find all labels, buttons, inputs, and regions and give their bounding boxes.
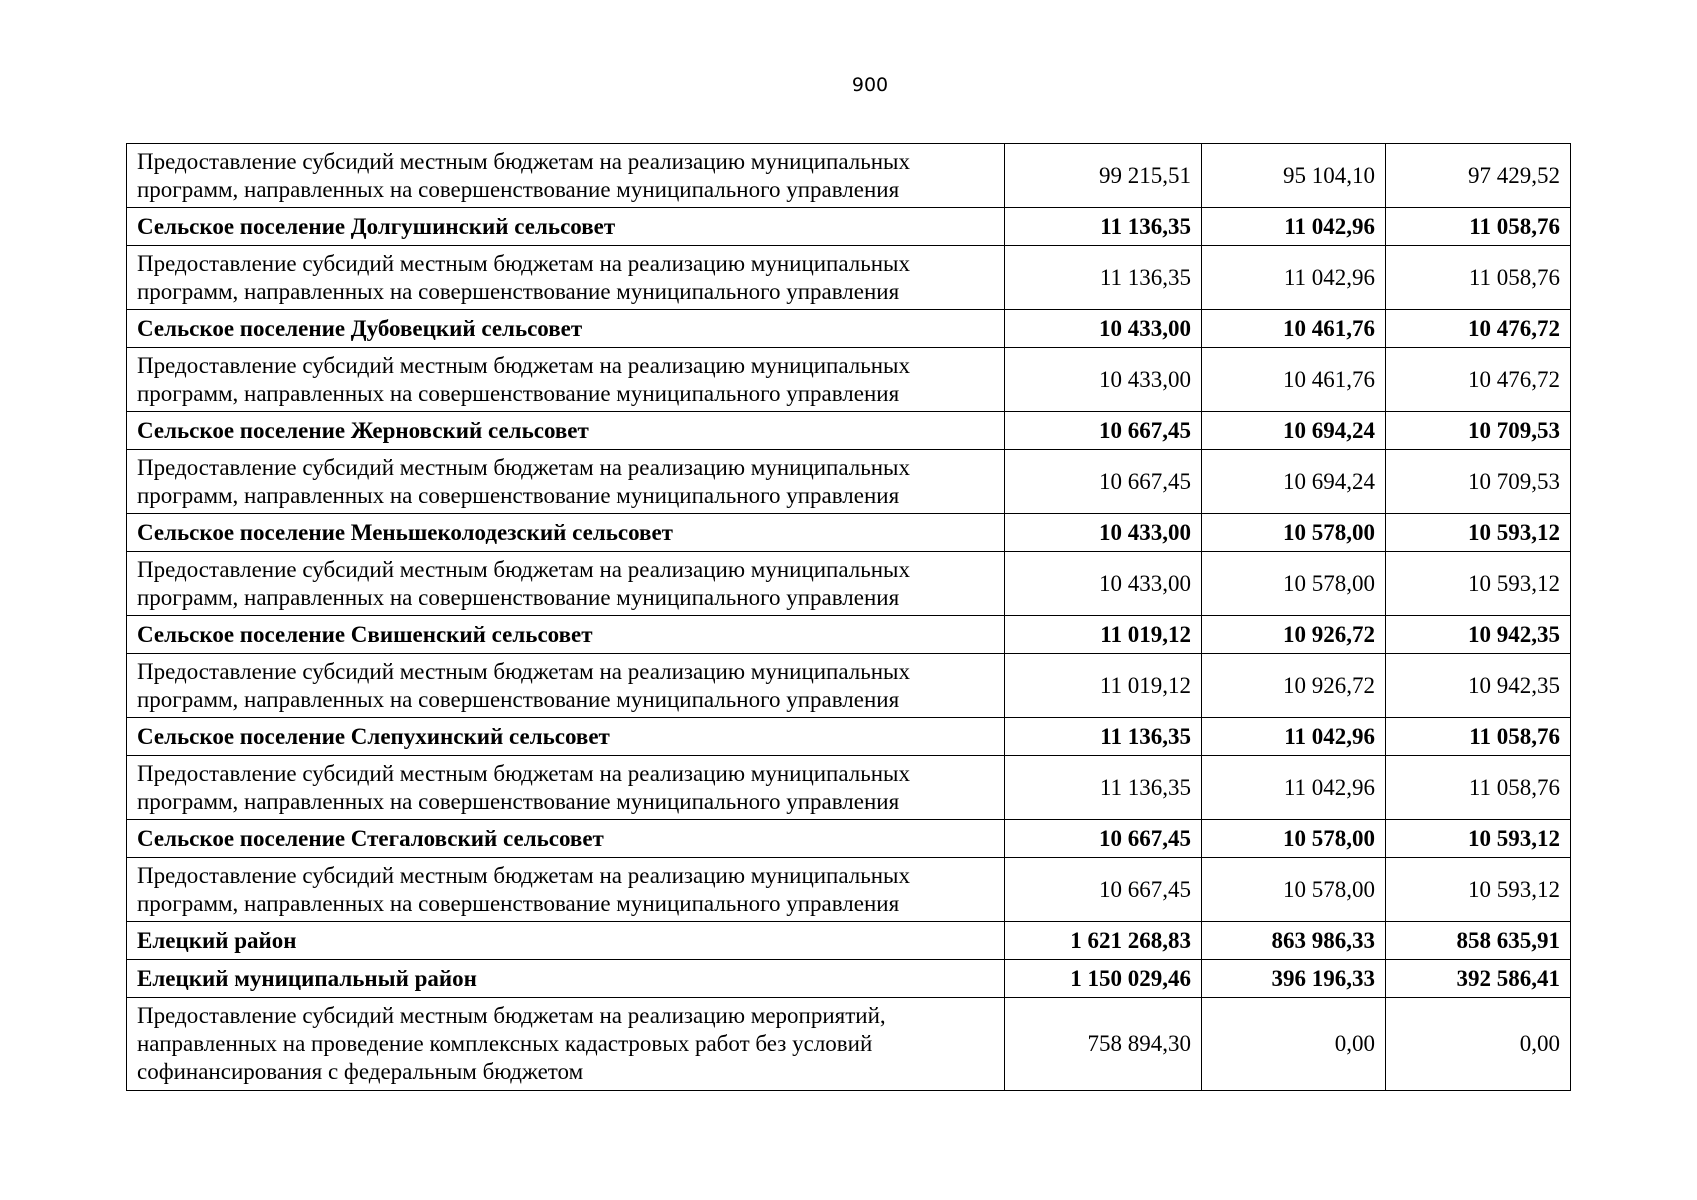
- table-row: [127, 552, 1571, 616]
- row-value-2-cell: 10 578,00: [1202, 820, 1386, 858]
- row-value-1-cell: 758 894,30: [1005, 998, 1202, 1091]
- row-value-1-cell: 11 136,35: [1005, 246, 1202, 310]
- table-row: [127, 858, 1571, 922]
- row-value-2-cell: 11 042,96: [1202, 246, 1386, 310]
- row-value-3-cell: 11 058,76: [1386, 208, 1571, 246]
- row-value-3-cell: 10 593,12: [1386, 858, 1571, 922]
- table-row-total: [127, 310, 1571, 348]
- row-value-2-cell: 95 104,10: [1202, 144, 1386, 208]
- row-value-3-cell: 10 476,72: [1386, 310, 1571, 348]
- row-value-1-cell: 10 433,00: [1005, 348, 1202, 412]
- row-value-1-cell: 10 667,45: [1005, 412, 1202, 450]
- table-row-total: [127, 514, 1571, 552]
- row-value-1-cell: 10 433,00: [1005, 552, 1202, 616]
- row-name-cell: Сельское поселение Свишенский сельсовет: [127, 616, 1005, 654]
- row-name-cell: Предоставление субсидий местным бюджетам на реализацию муниципальных программ, направленных на совершенствование муниципального управления: [127, 450, 1005, 514]
- row-value-3-cell: 392 586,41: [1386, 960, 1571, 998]
- row-name-cell: Сельское поселение Дубовецкий сельсовет: [127, 310, 1005, 348]
- table-row-total: [127, 412, 1571, 450]
- row-value-2-cell: 10 694,24: [1202, 412, 1386, 450]
- row-name-cell: Елецкий муниципальный район: [127, 960, 1005, 998]
- row-value-2-cell: 10 461,76: [1202, 310, 1386, 348]
- row-name-cell: Сельское поселение Слепухинский сельсовет: [127, 718, 1005, 756]
- row-value-2-cell: 10 578,00: [1202, 514, 1386, 552]
- row-value-2-cell: 10 926,72: [1202, 616, 1386, 654]
- row-name-cell: Предоставление субсидий местным бюджетам на реализацию муниципальных программ, направленных на совершенствование муниципального управления: [127, 654, 1005, 718]
- row-name-cell: Предоставление субсидий местным бюджетам на реализацию муниципальных программ, направленных на совершенствование муниципального управления: [127, 348, 1005, 412]
- row-value-3-cell: 10 593,12: [1386, 820, 1571, 858]
- row-name-cell: Сельское поселение Меньшеколодезский сельсовет: [127, 514, 1005, 552]
- row-value-3-cell: 858 635,91: [1386, 922, 1571, 960]
- row-value-1-cell: 11 019,12: [1005, 654, 1202, 718]
- table-row: [127, 348, 1571, 412]
- row-value-3-cell: 97 429,52: [1386, 144, 1571, 208]
- row-value-1-cell: 10 433,00: [1005, 514, 1202, 552]
- row-value-3-cell: 10 709,53: [1386, 450, 1571, 514]
- row-value-3-cell: 10 476,72: [1386, 348, 1571, 412]
- row-name-cell: Предоставление субсидий местным бюджетам на реализацию муниципальных программ, направленных на совершенствование муниципального управления: [127, 246, 1005, 310]
- row-name-cell: Предоставление субсидий местным бюджетам на реализацию муниципальных программ, направленных на совершенствование муниципального управления: [127, 858, 1005, 922]
- budget-table-body: [127, 144, 1571, 1091]
- table-row: [127, 144, 1571, 208]
- row-value-1-cell: 10 667,45: [1005, 820, 1202, 858]
- row-value-2-cell: 863 986,33: [1202, 922, 1386, 960]
- row-value-3-cell: 10 593,12: [1386, 514, 1571, 552]
- row-name-cell: Елецкий район: [127, 922, 1005, 960]
- row-value-1-cell: 11 136,35: [1005, 208, 1202, 246]
- row-name-cell: Сельское поселение Жерновский сельсовет: [127, 412, 1005, 450]
- row-value-2-cell: 11 042,96: [1202, 208, 1386, 246]
- row-value-3-cell: 10 709,53: [1386, 412, 1571, 450]
- row-value-3-cell: 11 058,76: [1386, 756, 1571, 820]
- table-row: [127, 450, 1571, 514]
- row-value-3-cell: 0,00: [1386, 998, 1571, 1091]
- table-row: [127, 756, 1571, 820]
- row-value-1-cell: 11 019,12: [1005, 616, 1202, 654]
- row-value-1-cell: 11 136,35: [1005, 718, 1202, 756]
- row-name-cell: Сельское поселение Долгушинский сельсовет: [127, 208, 1005, 246]
- row-name-cell: Предоставление субсидий местным бюджетам на реализацию муниципальных программ, направленных на совершенствование муниципального управления: [127, 144, 1005, 208]
- row-value-1-cell: 10 667,45: [1005, 450, 1202, 514]
- row-value-2-cell: 11 042,96: [1202, 756, 1386, 820]
- row-value-1-cell: 1 621 268,83: [1005, 922, 1202, 960]
- row-value-1-cell: 1 150 029,46: [1005, 960, 1202, 998]
- row-value-1-cell: 11 136,35: [1005, 756, 1202, 820]
- row-value-3-cell: 10 942,35: [1386, 616, 1571, 654]
- table-row: [127, 654, 1571, 718]
- row-value-1-cell: 10 433,00: [1005, 310, 1202, 348]
- row-value-2-cell: 396 196,33: [1202, 960, 1386, 998]
- row-value-3-cell: 11 058,76: [1386, 246, 1571, 310]
- table-row: [127, 998, 1571, 1091]
- row-value-2-cell: 11 042,96: [1202, 718, 1386, 756]
- row-value-2-cell: 10 926,72: [1202, 654, 1386, 718]
- row-name-cell: Предоставление субсидий местным бюджетам на реализацию муниципальных программ, направленных на совершенствование муниципального управления: [127, 756, 1005, 820]
- row-value-1-cell: 10 667,45: [1005, 858, 1202, 922]
- row-name-cell: Предоставление субсидий местным бюджетам на реализацию мероприятий, направленных на проведение комплексных кадастровых работ без условий софинансирования с федеральным бюджетом: [127, 998, 1005, 1091]
- row-value-2-cell: 10 461,76: [1202, 348, 1386, 412]
- row-value-2-cell: 10 578,00: [1202, 552, 1386, 616]
- table-row-total: [127, 960, 1571, 998]
- budget-table: [126, 143, 1571, 1091]
- row-value-3-cell: 11 058,76: [1386, 718, 1571, 756]
- table-row-total: [127, 820, 1571, 858]
- row-value-2-cell: 10 578,00: [1202, 858, 1386, 922]
- table-row-total: [127, 208, 1571, 246]
- table-row-total: [127, 922, 1571, 960]
- row-name-cell: Предоставление субсидий местным бюджетам на реализацию муниципальных программ, направленных на совершенствование муниципального управления: [127, 552, 1005, 616]
- row-value-3-cell: 10 593,12: [1386, 552, 1571, 616]
- row-value-3-cell: 10 942,35: [1386, 654, 1571, 718]
- table-row-total: [127, 718, 1571, 756]
- table-row: [127, 246, 1571, 310]
- page-number: 900: [851, 74, 889, 96]
- row-name-cell: Сельское поселение Стегаловский сельсовет: [127, 820, 1005, 858]
- row-value-2-cell: 10 694,24: [1202, 450, 1386, 514]
- table-row-total: [127, 616, 1571, 654]
- row-value-2-cell: 0,00: [1202, 998, 1386, 1091]
- row-value-1-cell: 99 215,51: [1005, 144, 1202, 208]
